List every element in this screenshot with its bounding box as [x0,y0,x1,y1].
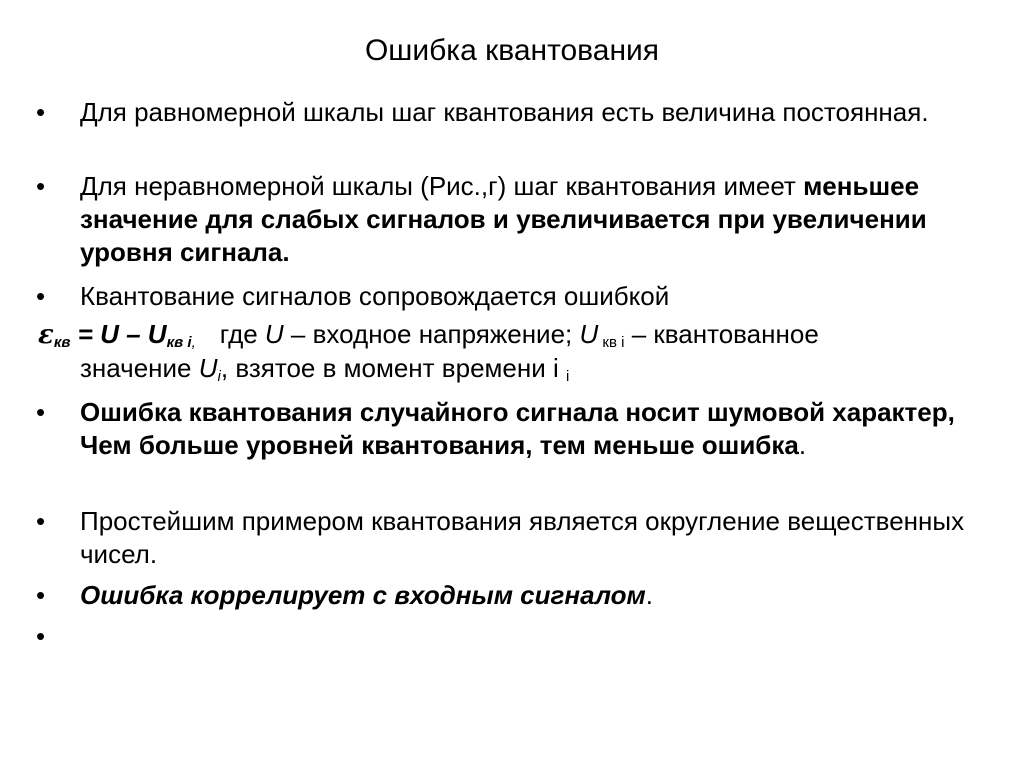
bullet-item-noise-character [80,396,990,462]
bullet-dot: • [36,281,46,311]
quantized-text: – квантованное [624,319,819,349]
noise-bold-text: Ошибка квантования случайного сигнала носит шумовой характер, Чем больше уровней квантования, тем меньше ошибка [80,397,955,460]
bullet-dot: • [36,171,46,201]
bullet-dot: • [36,580,46,610]
formula-equation: = U – U [70,319,167,349]
u-subscript-2: кв i [598,334,625,351]
time-moment-text: , взятое в момент времени i [220,353,566,383]
ui-symbol: U [198,353,218,383]
epsilon-symbol: ε [38,320,54,350]
bullet-item-correlation [80,579,990,612]
u-symbol-2: U [579,319,599,349]
u-subscript: кв i [166,334,192,351]
value-text: значение [80,353,199,383]
slide-title: Ошибка квантования [364,34,660,67]
u-symbol: U [264,319,284,349]
bullet-dot: • [36,506,46,536]
bullet-item-uniform-scale: Для равномерной шкалы шаг квантования есть величина постоянная. [80,97,929,127]
correlation-bold-italic-text: Ошибка коррелирует с входным сигналом [80,580,646,610]
where-text: где [219,319,265,349]
formula-line-2 [80,352,990,393]
epsilon-subscript: кв [53,334,71,351]
correlation-tail: . [645,580,654,610]
ui-subscript: i [217,368,221,385]
bullet-dot: • [36,97,46,127]
noise-tail: . [798,430,807,460]
bullet-item-nonuniform-scale [80,170,990,269]
nonuniform-text: Для неравномерной шкалы (Рис.,г) шаг квантования имеет [80,171,804,201]
bullet-dot: • [36,397,46,427]
input-voltage-text: – входное напряжение; [283,319,580,349]
bullet-item-quantization-error: Квантование сигналов сопровождается ошибкой [80,281,670,311]
i-subscript: i [565,368,570,385]
formula-comma: , [191,334,196,351]
bullet-item-rounding-example: Простейшим примером квантования является округление вещественных чисел. [80,506,965,569]
bullet-dot-empty: • [36,621,46,651]
nonuniform-bold-text: меньшее значение для слабых сигналов и увеличивается при увеличении уровня сигнала. [80,171,927,267]
